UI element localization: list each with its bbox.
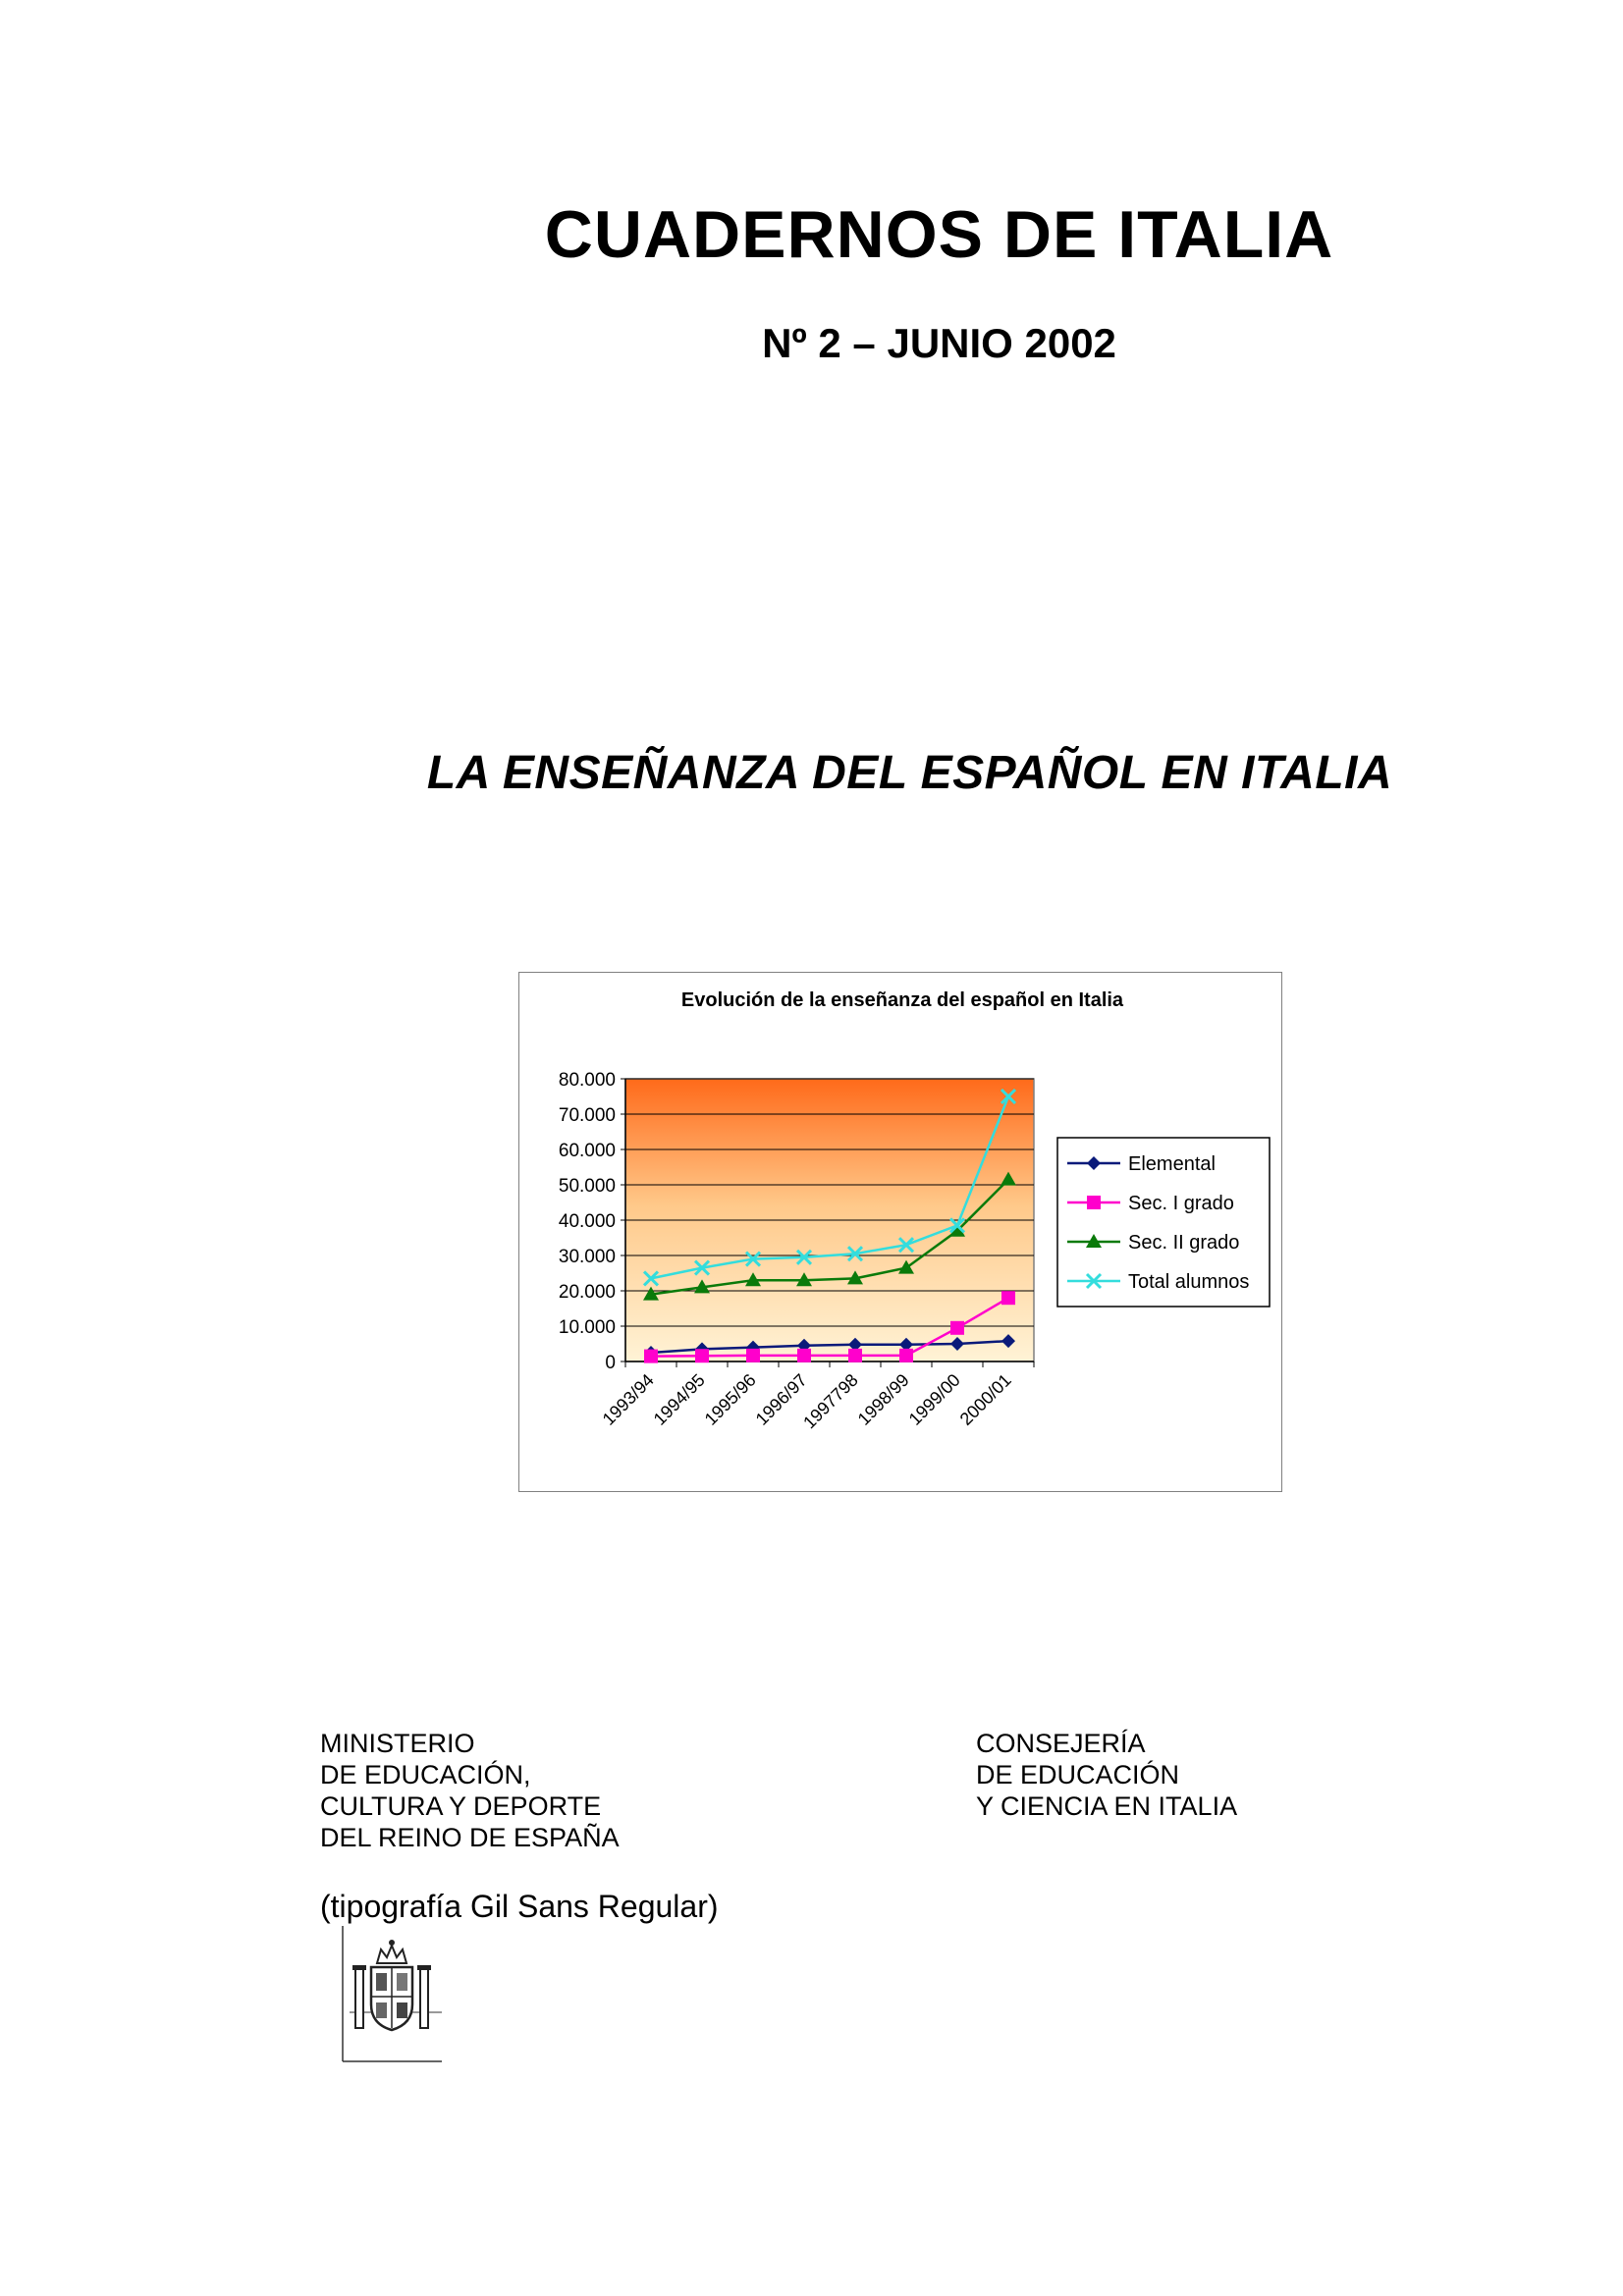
- x-tick-label: 2000/01: [955, 1369, 1015, 1429]
- legend-entry: Elemental: [1128, 1153, 1216, 1175]
- ministry-right-line: Y CIENCIA EN ITALIA: [976, 1791, 1238, 1821]
- document-subtitle: LA ENSEÑANZA DEL ESPAÑOL EN ITALIA: [426, 747, 1393, 799]
- ministry-right-line: CONSEJERÍA: [976, 1729, 1146, 1758]
- line-chart: [519, 973, 1281, 1491]
- typeface-note: (tipografía Gil Sans Regular): [320, 1889, 719, 1924]
- data-point-marker: [848, 1349, 862, 1362]
- legend-entry: Sec. I grado: [1128, 1193, 1234, 1214]
- y-tick-label: 60.000: [558, 1141, 616, 1161]
- data-point-marker: [1001, 1291, 1015, 1305]
- ministry-left-line: CULTURA Y DEPORTE: [320, 1791, 602, 1821]
- ministry-left-line: MINISTERIO: [320, 1729, 475, 1758]
- ministry-left-line: DEL REINO DE ESPAÑA: [320, 1823, 620, 1852]
- y-tick-label: 30.000: [558, 1247, 616, 1267]
- y-tick-label: 50.000: [558, 1176, 616, 1197]
- y-tick-label: 0: [605, 1353, 616, 1373]
- x-tick-label: 1997798: [799, 1369, 862, 1433]
- x-tick-label: 1994/95: [649, 1369, 709, 1429]
- ministry-left-block: [320, 1728, 620, 1853]
- data-point-marker: [746, 1349, 760, 1362]
- ministry-right-block: [976, 1728, 1237, 1822]
- data-point-marker: [644, 1350, 658, 1363]
- y-tick-label: 80.000: [558, 1070, 616, 1091]
- legend-entry: Sec. II grado: [1128, 1232, 1240, 1254]
- ministry-right-line: DE EDUCACIÓN: [976, 1760, 1180, 1789]
- x-tick-label: 1996/97: [751, 1369, 811, 1429]
- legend-entry: Total alumnos: [1128, 1271, 1250, 1293]
- data-point-marker: [797, 1349, 811, 1362]
- y-tick-label: 20.000: [558, 1282, 616, 1303]
- y-tick-label: 40.000: [558, 1211, 616, 1232]
- chart-title: Evolución de la enseñanza del español en Italia: [680, 989, 1124, 1011]
- data-point-marker: [950, 1321, 964, 1335]
- data-point-marker: [1087, 1196, 1101, 1209]
- y-tick-label: 70.000: [558, 1105, 616, 1126]
- x-tick-label: 1993/94: [598, 1369, 658, 1429]
- x-tick-label: 1995/96: [700, 1369, 760, 1429]
- x-tick-label: 1998/99: [853, 1369, 913, 1429]
- ministry-left-line: DE EDUCACIÓN,: [320, 1760, 531, 1789]
- issue-number: Nº 2 – JUNIO 2002: [762, 320, 1116, 366]
- x-tick-label: 1999/00: [904, 1369, 964, 1429]
- document-title: CUADERNOS DE ITALIA: [544, 197, 1334, 272]
- data-point-marker: [695, 1349, 709, 1362]
- data-point-marker: [899, 1349, 913, 1362]
- coat-of-arms-icon: [340, 1926, 444, 2063]
- chart-frame: [518, 972, 1282, 1492]
- y-tick-label: 10.000: [558, 1317, 616, 1338]
